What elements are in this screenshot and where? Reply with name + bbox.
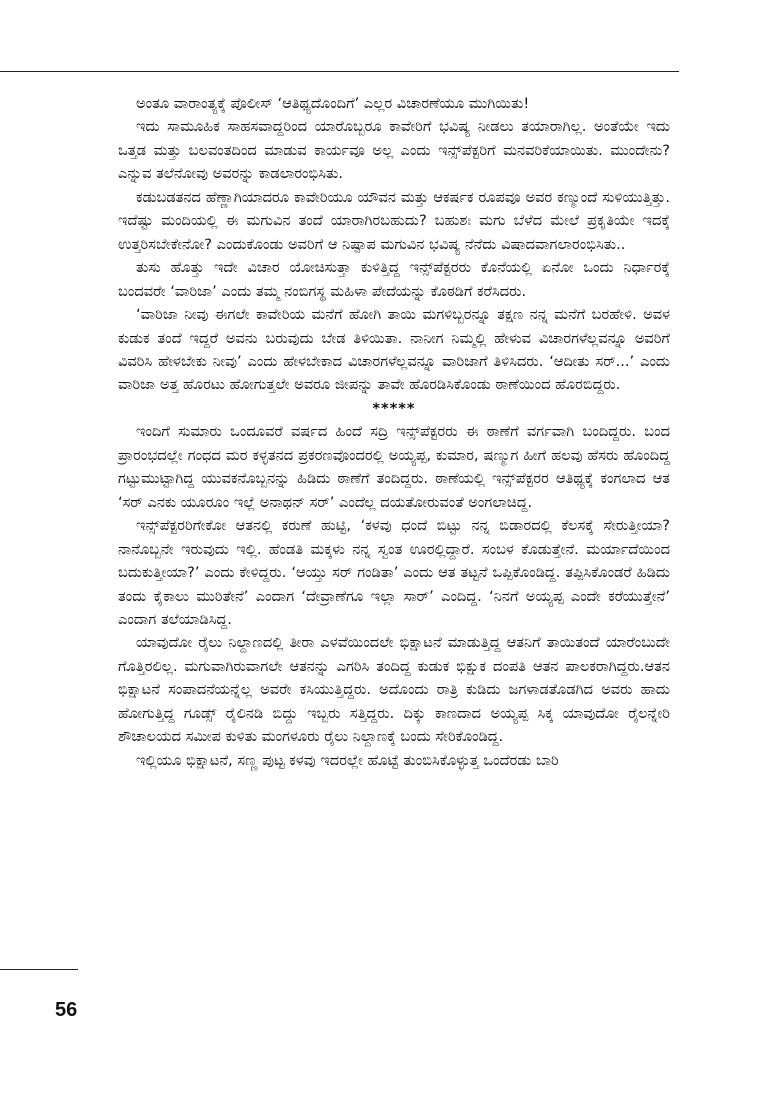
page-body xyxy=(118,92,670,772)
footer-rule xyxy=(0,969,78,970)
paragraph: ‘ವಾರಿಜಾ ನೀವು ಈಗಲೇ ಕಾವೇರಿಯ ಮನೆಗೆ ಹೋಗಿ ತಾಯಿ ಮಗಳಿಬ್ಬರನ್ನೂ ತಕ್ಷಣ ನನ್ನ ಮನೆಗೆ ಬರಹೇಳಿ. ಅವಳ ಕುಡುಕ ತಂದೆ ಇದ್ದರೆ ಅವನು ಬರುವುದು ಬೇಡ ತಿಳಿಯಿತಾ. ನಾನೀಗ ನಿಮ್ಮಲ್ಲಿ ಹೇಳುವ ವಿಚಾರಗಳೆಲ್ಲವನ್ನೂ ಅವರಿಗೆ ವಿವರಿಸಿ ಹೇಳಬೇಕು ನೀವು’ ಎಂದು ಹೇಳಬೇಕಾದ ವಿಚಾರಗಳೆಲ್ಲವನ್ನೂ ವಾರಿಜಾಗೆ ತಿಳಿಸಿದರು. ‘ಆದೀತು ಸರ್...’ ಎಂದು ವಾರಿಜಾ ಅತ್ತ ಹೊರಟು ಹೋಗುತ್ತಲೇ ಅವರೂ ಜೀಪನ್ನು ತಾವೇ ಹೊರಡಿಸಿಕೊಂಡು ಠಾಣೆಯಿಂದ ಹೊರಬಿದ್ದರು. xyxy=(118,306,670,394)
section-separator: ***** xyxy=(372,399,416,417)
page-number: 56 xyxy=(55,999,78,1021)
header-rule xyxy=(0,71,679,72)
paragraph: ಇದು ಸಾಮೂಹಿಕ ಸಾಹಸವಾದ್ದರಿಂದ ಯಾರೊಬ್ಬರೂ ಕಾವೇರಿಗೆ ಭವಿಷ್ಯ ನೀಡಲು ತಯಾರಾಗಿಲ್ಲ. ಅಂತೆಯೇ ಇದು ಒತ್ತಡ ಮತ್ತು ಬಲವಂತದಿಂದ ಮಾಡುವ ಕಾರ್ಯವೂ ಅಲ್ಲ ಎಂದು ಇನ್ಸ್‌ಪೆಕ್ಟರಿಗೆ ಮನವರಿಕೆಯಾಯಿತು. ಮುಂದೇನು? ಎನ್ನುವ ತಲೆನೋವು ಅವರನ್ನು ಕಾಡಲಾರಂಭಿಸಿತು. xyxy=(118,118,670,183)
paragraph: ಇಂದಿಗೆ ಸುಮಾರು ಒಂದೂವರೆ ವರ್ಷದ ಹಿಂದೆ ಸದ್ರಿ ಇನ್ಸ್‌ಪೆಕ್ಟರರು ಈ ಠಾಣೆಗೆ ವರ್ಗವಾಗಿ ಬಂದಿದ್ದರು. ಬಂದ ಪ್ರಾರಂಭದಲ್ಲೇ ಗಂಧದ ಮರ ಕಳ್ಳತನದ ಪ್ರಕರಣವೊಂದರಲ್ಲಿ ಅಯ್ಯಪ್ಪ, ಕುಮಾರ, ಷಣ್ಮುಗ ಹೀಗೆ ಹಲವು ಹೆಸರು ಹೊಂದಿದ್ದ ಗಟ್ಟುಮುಟ್ಟಾಗಿದ್ದ ಯುವಕನೊಬ್ಬನನ್ನು ಹಿಡಿದು ಠಾಣೆಗೆ ತಂದಿದ್ದರು. ಠಾಣೆಯಲ್ಲಿ ಇನ್ಸ್‌ಪೆಕ್ಟರರ ಆತಿಥ್ಯಕ್ಕೆ ಕಂಗಲಾದ ಆತ ‘ಸರ್ ಎನಕು ಯೂರೂಂ ಇಲ್ಲೆ ಅನಾಥನ್ ಸರ್’ ಎಂದೆಲ್ಲ ದಯತೋರುವಂತೆ ಅಂಗಲಾಚಿದ್ದ. xyxy=(118,423,670,511)
paragraph: ಕಡುಬಡತನದ ಹೆಣ್ಣಾಗಿಯಾದರೂ ಕಾವೇರಿಯೂ ಯೌವನ ಮತ್ತು ಆಕರ್ಷಕ ರೂಪವೂ ಅವರ ಕಣ್ಮುಂದೆ ಸುಳಿಯುತ್ತಿತ್ತು. ಇದೆಷ್ಟು ಮಂದಿಯಲ್ಲಿ ಈ ಮಗುವಿನ ತಂದೆ ಯಾರಾಗಿರಬಹುದು? ಬಹುಶಃ ಮಗು ಬೆಳೆದ ಮೇಲೆ ಪ್ರಕೃತಿಯೇ ಇದಕ್ಕೆ ಉತ್ತರಿಸಬೇಕೇನೋ? ಎಂದುಕೊಂಡು ಅವರಿಗೆ ಆ ನಿಷ್ಪಾಪ ಮಗುವಿನ ಭವಿಷ್ಯ ನೆನೆದು ವಿಷಾದವಾಗಲಾರಂಭಿಸಿತು.. xyxy=(118,188,670,253)
paragraph: ಇನ್ಸ್‌ಪೆಕ್ಟರರಿಗೇಕೋ ಆತನಲ್ಲಿ ಕರುಣೆ ಹುಟ್ಟಿ, ‘ಕಳವು ಧಂದೆ ಬಿಟ್ಟು ನನ್ನ ಬಿಡಾರದಲ್ಲಿ ಕೆಲಸಕ್ಕೆ ಸೇರುತ್ತೀಯಾ? ನಾನೊಬ್ಬನೇ ಇರುವುದು ಇಲ್ಲಿ. ಹೆಂಡತಿ ಮಕ್ಕಳು ನನ್ನ ಸ್ವಂತ ಊರಲ್ಲಿದ್ದಾರೆ. ಸಂಬಳ ಕೊಡುತ್ತೇನೆ. ಮರ್ಯಾದೆಯಿಂದ ಬದುಕುತ್ತೀಯಾ?’ ಎಂದು ಕೇಳಿದ್ದರು. ‘ಆಯ್ತು ಸರ್ ಗಂಡಿತಾ’ ಎಂದು ಆತ ತಟ್ಟನೆ ಒಪ್ಪಿಕೊಂಡಿದ್ದ. ತಪ್ಪಿಸಿಕೊಂಡರೆ ಹಿಡಿದು ತಂದು ಕೈಕಾಲು ಮುರಿತೇನೆ’ ಎಂದಾಗ ‘ದೇವ್ರಾಣೆಗೂ ಇಲ್ಲಾ ಸಾರ್’ ಎಂದಿದ್ದ. ‘ನಿನಗೆ ಅಯ್ಯಪ್ಪ ಎಂದೇ ಕರೆಯುತ್ತೇನೆ’ ಎಂದಾಗ ತಲೆಯಾಡಿಸಿದ್ದ. xyxy=(118,517,670,628)
paragraph: ಯಾವುದೋ ರೈಲು ನಿಲ್ದಾಣದಲ್ಲಿ ತೀರಾ ಎಳವೆಯಿಂದಲೇ ಭಿಕ್ಷಾಟನೆ ಮಾಡುತ್ತಿದ್ದ ಆತನಿಗೆ ತಾಯಿತಂದೆ ಯಾರೆಂಬುದೇ ಗೊತ್ತಿರಲಿಲ್ಲ. ಮಗುವಾಗಿರುವಾಗಲೇ ಆತನನ್ನು ಎಗರಿಸಿ ತಂದಿದ್ದ ಕುಡುಕ ಭಿಕ್ಷುಕ ದಂಪತಿ ಆತನ ಪಾಲಕರಾಗಿದ್ದರು.ಆತನ ಭಿಕ್ಷಾಟನೆ ಸಂಪಾದನೆಯನ್ನೆಲ್ಲ ಅವರೇ ಕಸಿಯುತ್ತಿದ್ದರು. ಅದೊಂದು ರಾತ್ರಿ ಕುಡಿದು ಜಗಳಾಡತೊಡಗಿದ ಅವರು ಹಾದು ಹೋಗುತ್ತಿದ್ದ ಗೂಡ್ಸ್ ರೈಲಿನಡಿ ಬಿದ್ದು ಇಬ್ಬರು ಸತ್ತಿದ್ದರು. ದಿಕ್ಕು ಕಾಣದಾದ ಅಯ್ಯಪ್ಪ ಸಿಕ್ಕ ಯಾವುದೋ ರೈಲನ್ನೇರಿ ಶೌಚಾಲಯದ ಸಮೀಪ ಕುಳಿತು ಮಂಗಳೂರು ರೈಲು ನಿಲ್ದಾಣಕ್ಕೆ ಬಂದು ಸೇರಿಕೊಂಡಿದ್ದ. xyxy=(118,634,670,746)
paragraph: ಇಲ್ಲಿಯೂ ಭಿಕ್ಷಾಟನೆ, ಸಣ್ಣ ಪುಟ್ಟ ಕಳವು ಇದರಲ್ಲೇ ಹೊಟ್ಟೆ ತುಂಬಿಸಿಕೊಳ್ಳುತ್ತ ಒಂದೆರಡು ಬಾರಿ xyxy=(136,751,559,769)
paragraph: ಅಂತೂ ವಾರಾಂತ್ಯಕ್ಕೆ ಪೊಲೀಸ್ ‘ಆತಿಥ್ಯದೊಂದಿಗೆ’ ಎಲ್ಲರ ವಿಚಾರಣೆಯೂ ಮುಗಿಯಿತು! xyxy=(136,95,530,112)
paragraph: ತುಸು ಹೊತ್ತು ಇದೇ ವಿಚಾರ ಯೋಚಿಸುತ್ತಾ ಕುಳಿತ್ತಿದ್ದ ಇನ್ಸ್‌ಪೆಕ್ಟರರು ಕೊನೆಯಲ್ಲಿ ಏನೋ ಒಂದು ನಿರ್ಧಾರಕ್ಕೆ ಬಂದವರೇ ‘ವಾರಿಜಾ’ ಎಂದು ತಮ್ಮ ನಂಬಿಗಸ್ಥ ಮಹಿಳಾ ಪೇದೆಯನ್ನು ಕೊಠಡಿಗೆ ಕರೆಸಿದರು. xyxy=(118,259,670,300)
